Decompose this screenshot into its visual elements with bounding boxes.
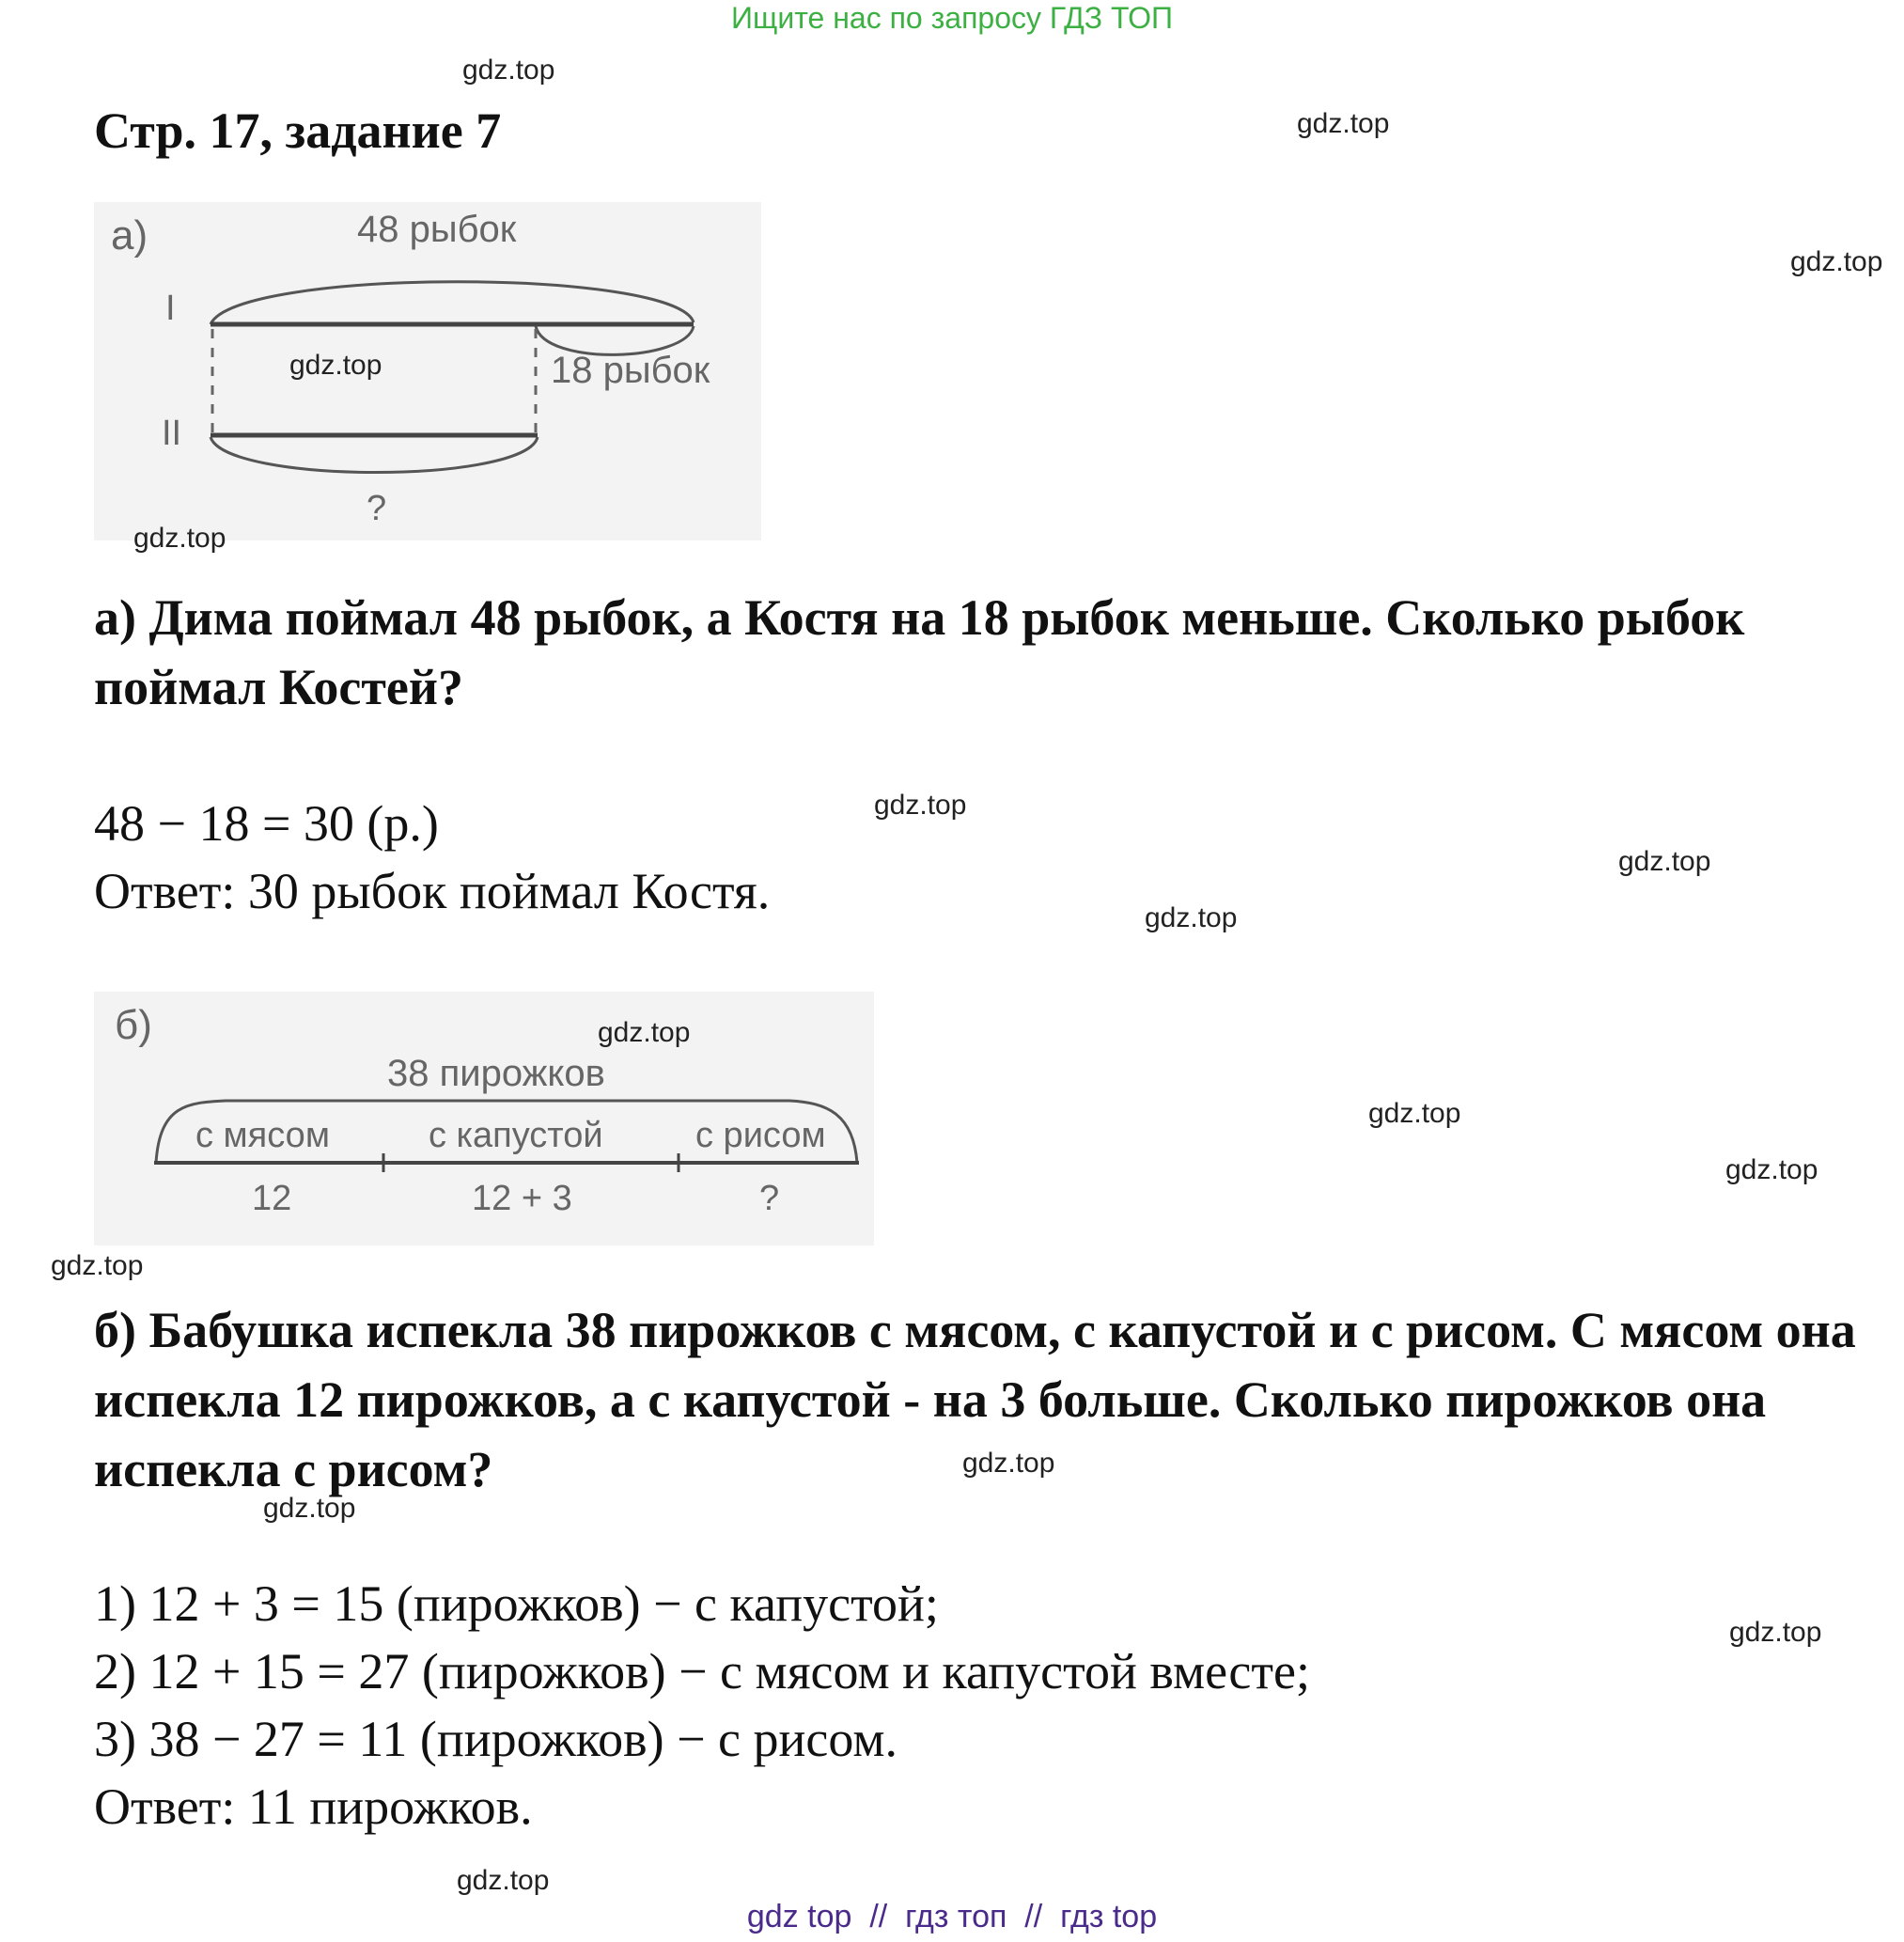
footer-separator: // [1024,1899,1043,1934]
watermark: gdz.top [1618,846,1711,877]
watermark: gdz.top [962,1448,1055,1479]
diagram-b-seg-1-name: с мясом [195,1116,330,1155]
diagram-b-seg-3-name: с рисом [695,1116,826,1155]
watermark: gdz.top [289,350,382,381]
diagram-a-diff-label: 18 рыбок [551,350,710,391]
diagram-a-row2: II [162,414,182,453]
watermark: gdz.top [1729,1617,1822,1648]
solution-a-line-1: 48 − 18 = 30 (р.) [94,795,439,852]
problem-b: б) Бабушка испекла 38 пирожков с мясом, с капустой и с рисом. С мясом она испекла 12 пирожков, а с капустой - на 3 больше. Сколько пирожков она испекла с рисом? [94,1302,1856,1497]
watermark: gdz.top [1145,902,1238,933]
solution-b-line-2: 2) 12 + 15 = 27 (пирожков) − с мясом и капустой вместе; [94,1643,1310,1699]
solution-a-answer: Ответ: 30 рыбок поймал Костя. [94,863,771,919]
footer-link-2[interactable]: гдз топ [905,1899,1007,1934]
footer-link-3[interactable]: гдз top [1060,1899,1158,1934]
watermark: gdz.top [1297,108,1390,139]
watermark: gdz.top [598,1017,691,1048]
diagram-a-total-label: 48 рыбок [357,209,517,250]
watermark: gdz.top [462,55,555,86]
footer-separator: // [869,1899,888,1934]
diagram-a-bottom-brace [211,437,538,473]
diagram-a-top-brace [211,282,694,324]
banner-text: Ищите нас по запросу ГДЗ ТОП [731,1,1173,35]
solution-b [94,1570,1786,1840]
diagram-a-label: а) [111,212,148,258]
watermark: gdz.top [133,523,226,554]
diagram-b [94,992,874,1245]
watermark: gdz.top [874,790,967,821]
problem-a: а) Дима поймал 48 рыбок, а Костя на 18 рыбок меньше. Сколько рыбок поймал Костей? [94,589,1745,715]
diagram-b-total-label: 38 пирожков [387,1053,605,1094]
watermark: gdz.top [1790,246,1883,277]
watermark: gdz.top [263,1493,356,1524]
watermark: gdz.top [51,1250,144,1281]
diagram-b-label: б) [115,1002,152,1048]
diagram-b-seg-1-value: 12 [252,1179,292,1218]
watermark: gdz.top [1368,1098,1461,1129]
footer [0,1899,1904,1935]
top-banner [0,0,1904,36]
diagram-a-unknown: ? [367,489,387,528]
diagram-a-row1: I [165,289,176,328]
page-title: Стр. 17, задание 7 [94,102,502,159]
footer-link-1[interactable]: gdz top [746,1899,852,1934]
solution-b-line-1: 1) 12 + 3 = 15 (пирожков) − с капустой; [94,1575,939,1632]
diagram-b-seg-2-name: с капустой [429,1116,603,1155]
solution-b-line-3: 3) 38 − 27 = 11 (пирожков) − с рисом. [94,1711,898,1767]
diagram-a [94,202,761,540]
solution-b-answer: Ответ: 11 пирожков. [94,1778,533,1835]
watermark: gdz.top [1725,1154,1818,1185]
diagram-b-seg-2-value: 12 + 3 [472,1179,572,1218]
diagram-b-seg-3-value: ? [759,1179,780,1218]
watermark: gdz.top [457,1865,550,1896]
